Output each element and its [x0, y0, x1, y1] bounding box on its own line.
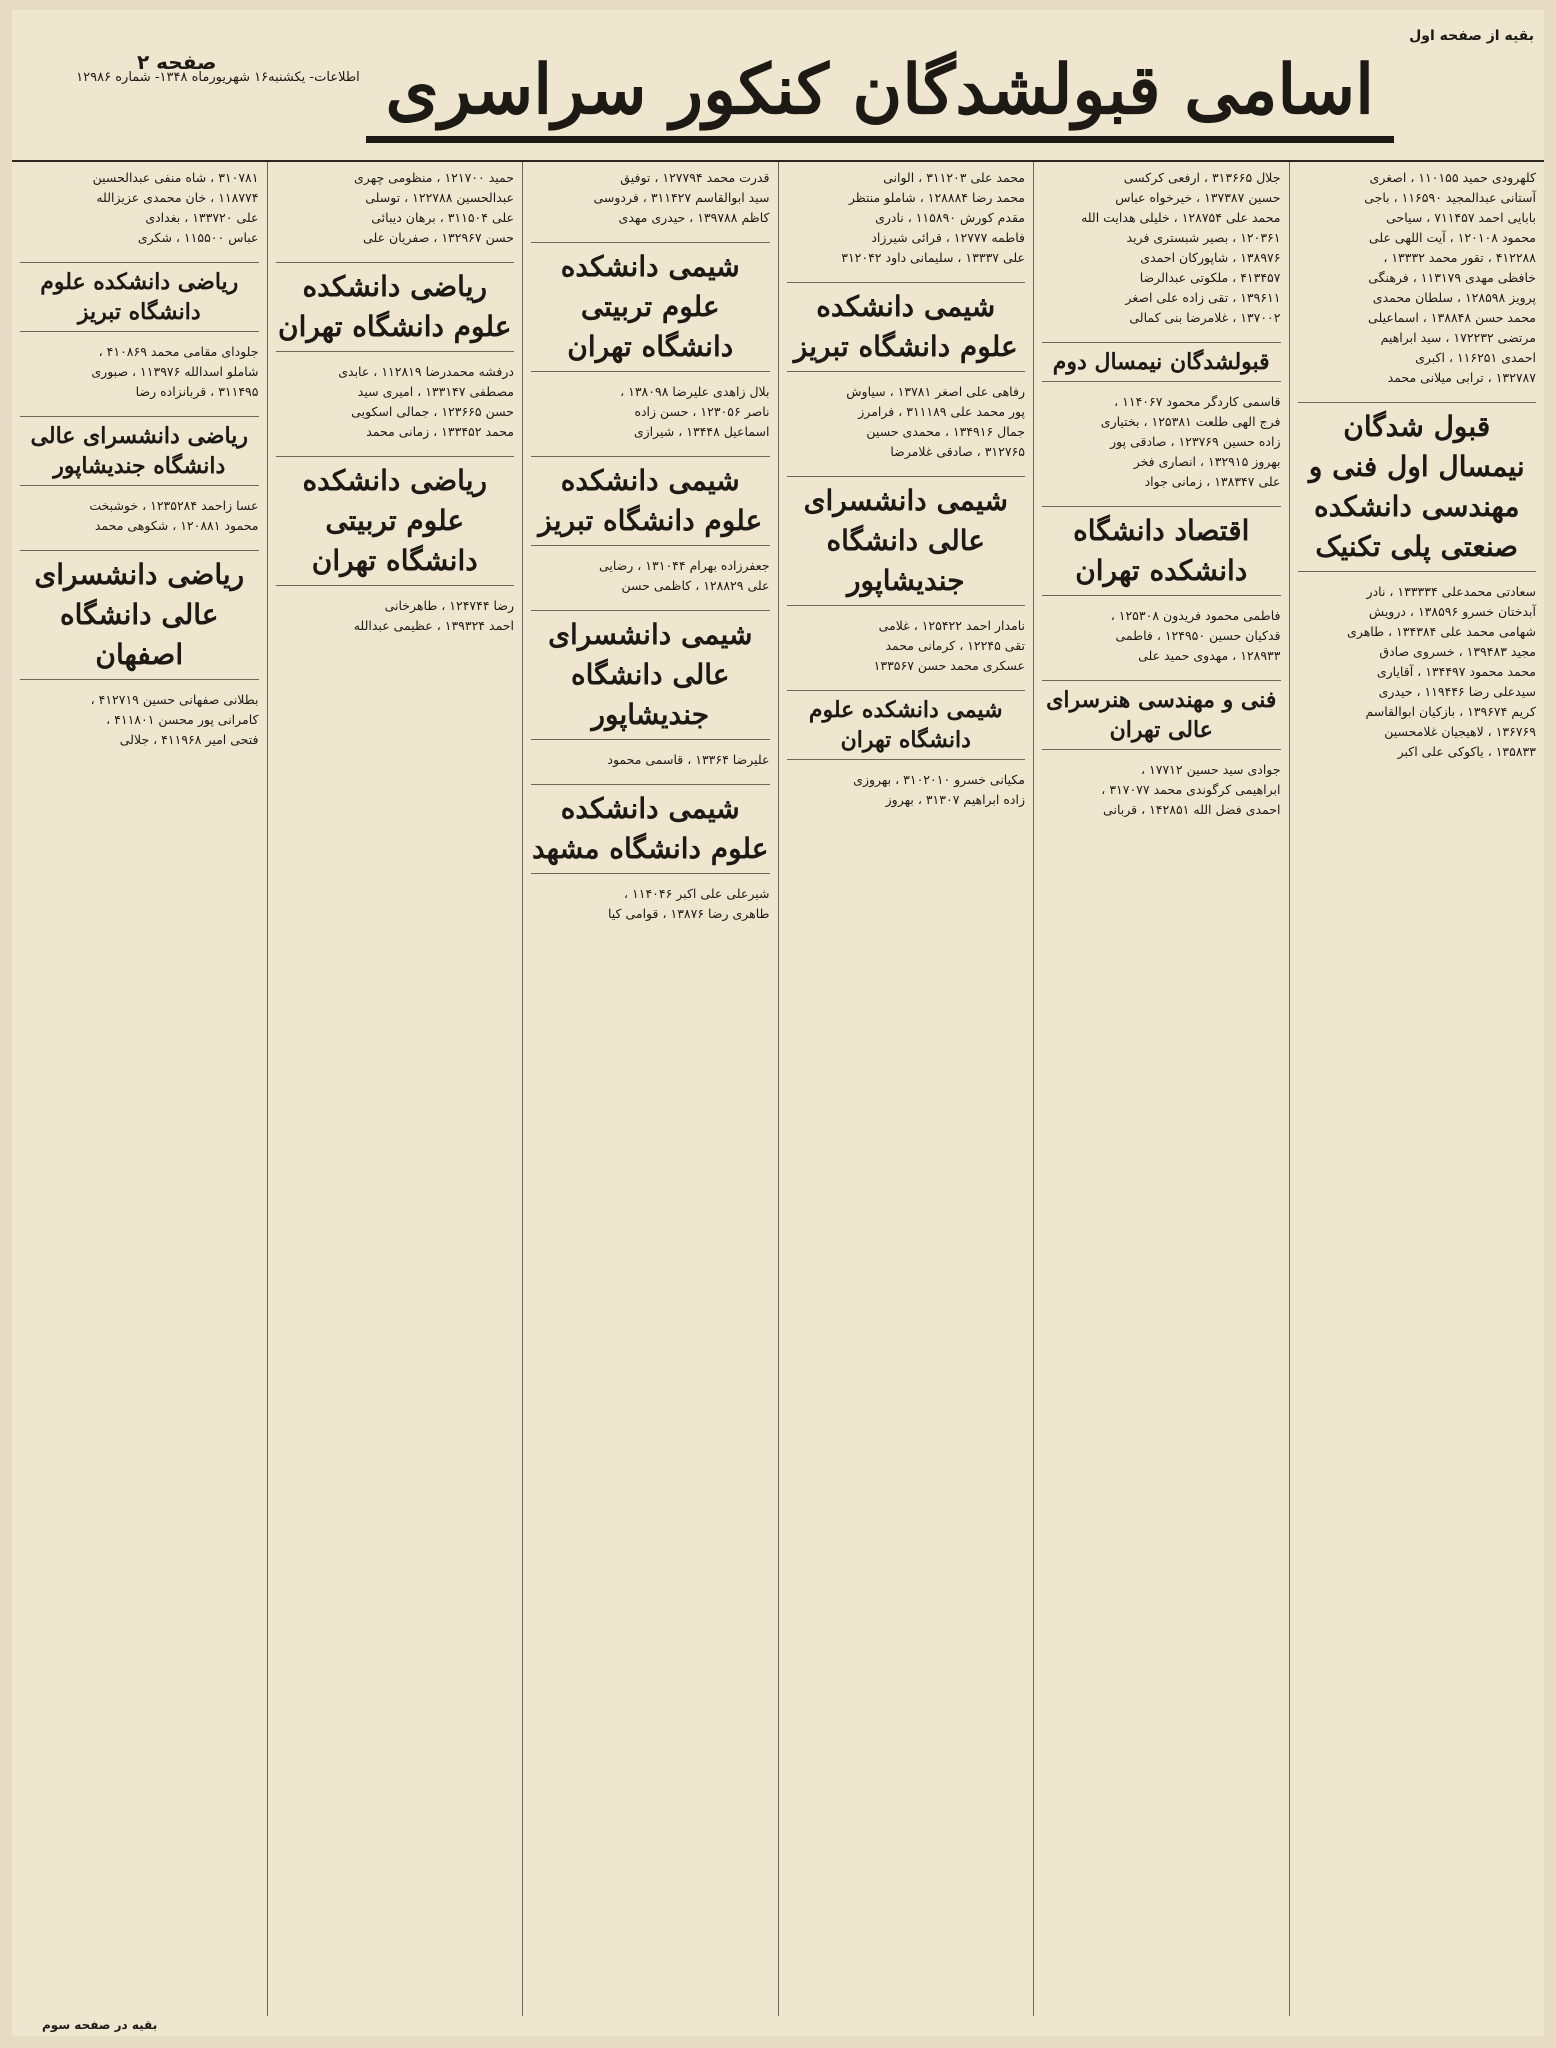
- name-entry: کریم ۱۳۹۶۷۴ ، بازکیان ابوالقاسم: [1365, 704, 1536, 719]
- section-heading: قبولشدگان نیمسال دوم: [1042, 342, 1281, 382]
- name-entry: قاسمی کاردگر محمود ۱۱۴۰۶۷ ،: [1114, 394, 1281, 409]
- section-heading: ریاضی دانشکده علوم تربیتی دانشگاه تهران: [276, 456, 515, 586]
- section-heading: ریاضی دانشکده علوم دانشگاه تهران: [276, 262, 515, 352]
- name-entry: کامرانی پور محسن ۴۱۱۸۰۱ ،: [106, 712, 259, 727]
- name-entry: محمد علی ۱۲۸۷۵۴ ، خلیلی هدایت الله: [1081, 210, 1281, 225]
- name-entry: حسن ۱۳۲۹۶۷ ، صفریان علی: [363, 230, 514, 245]
- name-entry: محمد ۱۳۳۴۵۲ ، زمانی محمد: [366, 424, 514, 439]
- name-entry: مکیانی خسرو ۳۱۰۲۰۱۰ ، بهروزی: [853, 772, 1025, 787]
- name-entry: رضا ۱۲۴۷۴۴ ، طاهرخانی: [384, 598, 514, 613]
- newspaper-page: [12, 10, 1544, 2036]
- name-entry: ۳۱۱۴۹۵ ، قربانزاده رضا: [135, 384, 259, 399]
- issue-line: اطلاعات- یکشنبه۱۶ شهریورماه ۱۳۴۸- شماره ۱۲۹۸۶: [76, 70, 360, 85]
- continued-note: بقیه از صفحه اول: [1409, 28, 1534, 44]
- name-entry: محمد محمود ۱۳۴۴۹۷ ، آقایاری: [1376, 664, 1536, 679]
- name-entry: مجید ۱۳۹۴۸۳ ، خسروی صادق: [1379, 644, 1536, 659]
- name-entry: ۱۳۷۰۰۲ ، غلامرضا بنی کمالی: [1129, 310, 1281, 325]
- name-entry: محمود ۱۲۰۱۰۸ ، آیت اللهی علی: [1368, 230, 1536, 245]
- name-entry: شهامی محمد علی ۱۳۴۳۸۴ ، طاهری: [1347, 624, 1536, 639]
- section-heading: ریاضی دانشسرای عالی دانشگاه اصفهان: [20, 550, 259, 680]
- name-entry: جوادی سید حسین ۱۷۷۱۲ ،: [1141, 762, 1281, 777]
- section-heading: شیمی دانشسرای عالی دانشگاه جندیشاپور: [787, 476, 1026, 606]
- section-heading: شیمی دانشکده علوم دانشگاه تهران: [787, 690, 1026, 760]
- name-entry: علی ۱۲۸۸۲۹ ، کاظمی حسن: [621, 578, 770, 593]
- name-entry: بطلانی صفهانی حسین ۴۱۲۷۱۹ ،: [90, 692, 259, 707]
- name-entry: جمال ۱۳۴۹۱۶ ، محمدی حسین: [866, 424, 1025, 439]
- text-column: [12, 162, 267, 2016]
- columns-container: [12, 160, 1544, 2016]
- name-entry: جلودای مقامی محمد ۴۱۰۸۶۹ ،: [98, 344, 259, 359]
- footer-note: بقیه در صفحه سوم: [42, 2018, 158, 2032]
- page-number: صفحه ۲: [137, 50, 217, 74]
- section-heading: شیمی دانشکده علوم دانشگاه تبریز: [787, 282, 1026, 372]
- name-entry: کلهرودی حمید ۱۱۰۱۵۵ ، اصغری: [1369, 170, 1536, 185]
- name-entry: زاده حسین ۱۲۳۷۶۹ ، صادقی پور: [1110, 434, 1281, 449]
- name-entry: ۴۱۲۲۸۸ ، تقور محمد ۱۳۳۳۲ ،: [1383, 250, 1536, 265]
- name-entry: جعفرزاده بهرام ۱۳۱۰۴۴ ، رضایی: [598, 558, 770, 573]
- name-entry: ۳۱۰۷۸۱ ، شاه منفی عبدالحسین: [92, 170, 259, 185]
- section-heading: ریاضی دانشسرای عالی دانشگاه جندیشاپور: [20, 416, 259, 486]
- name-entry: ۱۲۸۹۳۳ ، مهدوی حمید علی: [1138, 648, 1281, 663]
- name-entry: شیرعلی علی اکبر ۱۱۴۰۴۶ ،: [624, 886, 770, 901]
- name-entry: فاطمه ۱۲۷۷۷ ، قرائی شیرزاد: [871, 230, 1025, 245]
- name-entry: محمد علی ۳۱۱۲۰۳ ، الوانی: [883, 170, 1025, 185]
- name-entry: قدرت محمد ۱۲۷۷۹۴ ، توفیق: [620, 170, 770, 185]
- name-entry: حسین ۱۳۷۳۸۷ ، خیرخواه عباس: [1115, 190, 1281, 205]
- name-entry: بابایی احمد ۷۱۱۴۵۷ ، سیاحی: [1386, 210, 1536, 225]
- name-entry: سیدعلی رضا ۱۱۹۴۴۶ ، حیدری: [1378, 684, 1536, 699]
- name-entry: فرج الهی طلعت ۱۲۵۳۸۱ ، بختیاری: [1100, 414, 1281, 429]
- name-entry: مقدم کورش ۱۱۵۸۹۰ ، نادری: [875, 210, 1025, 225]
- name-entry: پرویز ۱۲۸۵۹۸ ، سلطان محمدی: [1372, 290, 1536, 305]
- text-column: [778, 162, 1034, 2016]
- name-entry: رفاهی علی اصغر ۱۳۷۸۱ ، سیاوش: [846, 384, 1025, 399]
- name-entry: فاطمی محمود فریدون ۱۲۵۳۰۸ ،: [1110, 608, 1281, 623]
- name-entry: ۱۳۹۶۱۱ ، تقی زاده علی اصغر: [1125, 290, 1281, 305]
- name-entry: اسماعیل ۱۳۴۴۸ ، شیرازی: [633, 424, 770, 439]
- name-entry: پور محمد علی ۳۱۱۱۸۹ ، فرامرز: [858, 404, 1025, 419]
- page-header: [12, 10, 1544, 160]
- name-entry: زاده ابراهیم ۳۱۳۰۷ ، بهروز: [885, 792, 1025, 807]
- name-entry: علی ۱۳۸۳۴۷ ، زمانی جواد: [1144, 474, 1281, 489]
- name-entry: ناصر ۱۲۳۰۵۶ ، حسن زاده: [634, 404, 770, 419]
- text-column: [522, 162, 778, 2016]
- name-entry: آستانی عبدالمجید ۱۱۶۵۹۰ ، باجی: [1364, 190, 1536, 205]
- name-entry: ۱۱۸۷۷۴ ، خان محمدی عزیزالله: [96, 190, 259, 205]
- name-entry: ابراهیمی کرگوندی محمد ۳۱۷۰۷۷ ،: [1101, 782, 1281, 797]
- name-entry: نامدار احمد ۱۲۵۴۲۲ ، غلامی: [878, 618, 1025, 633]
- name-entry: ۱۳۸۹۷۶ ، شاپورکان احمدی: [1140, 250, 1281, 265]
- text-column: [267, 162, 523, 2016]
- name-entry: قدکیان حسین ۱۲۴۹۵۰ ، فاطمی: [1115, 628, 1281, 643]
- name-entry: محمد رضا ۱۲۸۸۸۴ ، شاملو منتظر: [848, 190, 1025, 205]
- name-entry: درفشه محمدرضا ۱۱۲۸۱۹ ، عابدی: [338, 364, 514, 379]
- name-entry: عسا زاحمد ۱۲۳۵۲۸۴ ، خوشبخت: [89, 498, 259, 513]
- name-entry: ۴۱۳۴۵۷ ، ملکوتی عبدالرضا: [1139, 270, 1281, 285]
- name-entry: مصطفی ۱۳۳۱۴۷ ، امیری سید: [357, 384, 514, 399]
- section-heading: اقتصاد دانشگاه دانشکده تهران: [1042, 506, 1281, 596]
- name-entry: تقی ۱۲۲۴۵ ، کرمانی محمد: [885, 638, 1025, 653]
- name-entry: ۳۱۲۷۶۵ ، صادقی غلامرضا: [890, 444, 1025, 459]
- name-entry: ۱۳۵۸۳۳ ، یاکوکی علی اکبر: [1397, 744, 1536, 759]
- name-entry: ۱۲۰۳۶۱ ، بصیر شبستری فرید: [1126, 230, 1281, 245]
- name-entry: احمدی ۱۱۶۲۵۱ ، اکبری: [1415, 350, 1536, 365]
- name-entry: علی ۳۱۱۵۰۴ ، برهان دیبائی: [371, 210, 514, 225]
- name-entry: علی ۱۳۳۳۷ ، سلیمانی داود ۳۱۲۰۴۲: [841, 250, 1025, 265]
- name-entry: عباس ۱۱۵۵۰۰ ، شکری: [137, 230, 259, 245]
- name-entry: ۱۳۲۷۸۷ ، ترابی میلانی محمد: [1387, 370, 1536, 385]
- name-entry: عسکری محمد حسن ۱۳۳۵۶۷: [873, 658, 1025, 673]
- name-entry: بلال زاهدی علیرضا ۱۳۸۰۹۸ ،: [620, 384, 770, 399]
- name-entry: خافظی مهدی ۱۱۳۱۷۹ ، فرهنگی: [1368, 270, 1536, 285]
- name-entry: جلال ۳۱۳۶۶۵ ، ارفعی کرکسی: [1123, 170, 1281, 185]
- section-heading: قبول شدگان نیمسال اول فنی و مهندسی دانشکده صنعتی پلی تکنیک: [1298, 402, 1537, 572]
- name-entry: شاملو اسدالله ۱۱۳۹۷۶ ، صبوری: [91, 364, 259, 379]
- text-column: [1033, 162, 1289, 2016]
- name-entry: علیرضا ۱۳۳۶۴ ، قاسمی محمود: [607, 752, 770, 767]
- name-entry: احمدی فضل الله ۱۴۲۸۵۱ ، قربانی: [1103, 802, 1281, 817]
- section-heading: ریاضی دانشکده علوم دانشگاه تبریز: [20, 262, 259, 332]
- name-entry: علی ۱۳۳۷۲۰ ، بغدادی: [145, 210, 259, 225]
- name-entry: سعادتی محمدعلی ۱۳۳۳۳۴ ، نادر: [1366, 584, 1536, 599]
- name-entry: مرتضی ۱۷۲۲۳۲ ، سید ابراهیم: [1380, 330, 1536, 345]
- name-entry: فتحی امیر ۴۱۱۹۶۸ ، جلالی: [119, 732, 259, 747]
- name-entry: حمید ۱۲۱۷۰۰ ، منظومی چهری: [354, 170, 514, 185]
- name-entry: سید ابوالقاسم ۳۱۱۴۲۷ ، فردوسی: [593, 190, 770, 205]
- section-heading: شیمی دانشکده علوم تربیتی دانشگاه تهران: [531, 242, 770, 372]
- name-entry: حسن ۱۲۳۶۶۵ ، جمالی اسکویی: [351, 404, 514, 419]
- section-heading: فنی و مهندسی هنرسرای عالی تهران: [1042, 680, 1281, 750]
- name-entry: محمود ۱۲۰۸۸۱ ، شکوهی محمد: [94, 518, 259, 533]
- name-entry: کاظم ۱۳۹۷۸۸ ، حیدری مهدی: [618, 210, 770, 225]
- text-column: [1289, 162, 1545, 2016]
- name-entry: محمد حسن ۱۳۸۸۴۸ ، اسماعیلی: [1368, 310, 1536, 325]
- name-entry: ۱۳۶۷۶۹ ، لاهیجیان غلامحسین: [1384, 724, 1536, 739]
- name-entry: طاهری رضا ۱۳۸۷۶ ، قوامی کیا: [607, 906, 770, 921]
- name-entry: عبدالحسین ۱۲۲۷۸۸ ، توسلی: [365, 190, 514, 205]
- page-title: اسامی قبولشدگان کنکور سراسری: [366, 50, 1395, 143]
- name-entry: بهروز ۱۳۲۹۱۵ ، انصاری فخر: [1133, 454, 1281, 469]
- name-entry: آبدختان خسرو ۱۳۸۵۹۶ ، درویش: [1368, 604, 1536, 619]
- section-heading: شیمی دانشکده علوم دانشگاه مشهد: [531, 784, 770, 874]
- name-entry: احمد ۱۳۹۳۲۴ ، عظیمی عبدالله: [353, 618, 514, 633]
- section-heading: شیمی دانشکده علوم دانشگاه تبریز: [531, 456, 770, 546]
- section-heading: شیمی دانشسرای عالی دانشگاه جندیشاپور: [531, 610, 770, 740]
